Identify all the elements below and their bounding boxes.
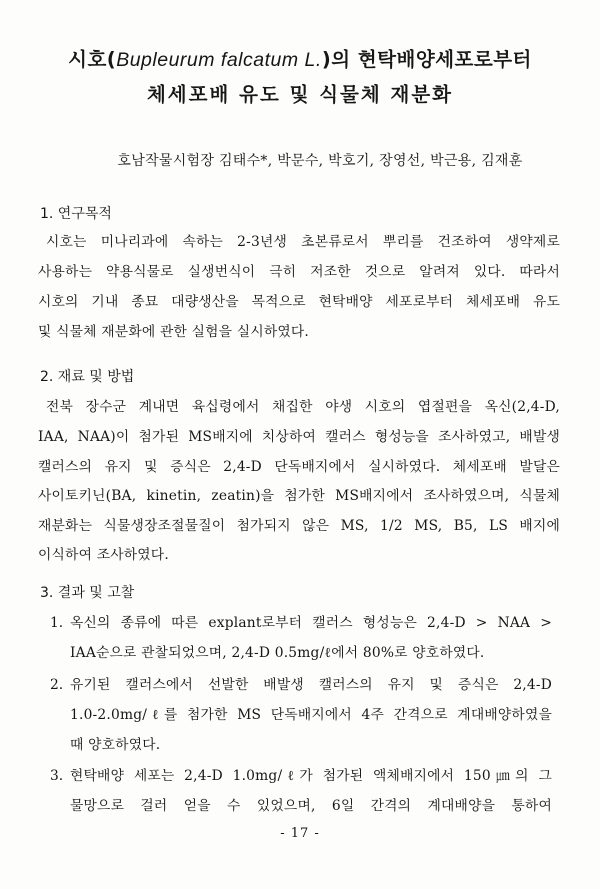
section-1-line: 사용하는 약용식물로 실생번식이 극히 저조한 것으로 알려져 있다. 따라서 [38, 264, 560, 280]
section-2-heading: 2. 재료 및 방법 [40, 369, 135, 385]
section-1-line: 시호의 기내 종묘 대량생산을 목적으로 현탁배양 세포로부터 체세포배 유도 [38, 294, 560, 310]
section-1-line: 시호는 미나리과에 속하는 2-3년생 초본류로서 뿌리를 건조하여 생약제로 [46, 234, 560, 250]
scientific-name: Bupleurum falcatum L. [116, 49, 322, 71]
item-number: 3. [50, 768, 64, 784]
item-number: 2. [50, 677, 64, 693]
section-1-heading: 1. 연구목적 [40, 206, 112, 222]
section-2-line: 재분화는 식물생장조절물질이 첨가되지 않은 MS, 1/2 MS, B5, LS 배지에 [38, 518, 560, 534]
result-line: 유기된 캘러스에서 선발한 배발생 캘러스의 유지 및 증식은 2,4-D [70, 677, 552, 693]
result-line: 물망으로 걸러 얻을 수 있었으며, 6일 간격의 계대배양을 통하여 [70, 798, 552, 814]
section-2-line: 이식하여 조사하였다. [38, 547, 169, 563]
title-suffix: )의 현탁배양세포로부터 [321, 48, 532, 71]
title-line-2: 체세포배 유도 및 식물체 재분화 [146, 83, 454, 106]
page-number: - 17 - [280, 826, 320, 841]
title-prefix: 시호( [68, 48, 117, 71]
result-line: IAA순으로 관찰되었으며, 2,4-D 0.5mg/ℓ에서 80%로 양호하였다. [70, 645, 485, 661]
result-line: 현탁배양 세포는 2,4-D 1.0mg/ℓ가 첨가된 액체배지에서 150㎛의 그 [70, 768, 552, 784]
section-3-heading: 3. 결과 및 고찰 [40, 585, 135, 601]
section-2-line: 전북 장수군 계내면 육십령에서 채집한 야생 시호의 엽절편을 옥신(2,4-D, [46, 399, 560, 415]
section-2-line: 사이토키닌(BA, kinetin, zeatin)을 첨가한 MS배지에서 조사하였으며, 식물체 [38, 488, 560, 504]
section-2-line: IAA, NAA)이 첨가된 MS배지에 치상하여 캘러스 형성능을 조사하였고, 배발생 [38, 429, 560, 445]
author-list: 호남작물시험장 김태수*, 박문수, 박호기, 장영선, 박근용, 김재훈 [117, 153, 523, 169]
item-number: 1. [50, 615, 64, 631]
result-line: 옥신의 종류에 따른 explant로부터 캘러스 형성능은 2,4-D > NAA > [70, 615, 552, 631]
section-1-line: 및 식물체 재분화에 관한 실험을 실시하였다. [38, 324, 310, 340]
result-line: 1.0-2.0mg/ℓ를 첨가한 MS 단독배지에서 4주 간격으로 계대배양하였을 [70, 707, 552, 723]
title-line-1 [30, 44, 570, 72]
section-2-line: 캘러스의 유지 및 증식은 2,4-D 단독배지에서 실시하였다. 체세포배 발달은 [38, 459, 560, 475]
result-line: 때 양호하였다. [70, 737, 161, 753]
